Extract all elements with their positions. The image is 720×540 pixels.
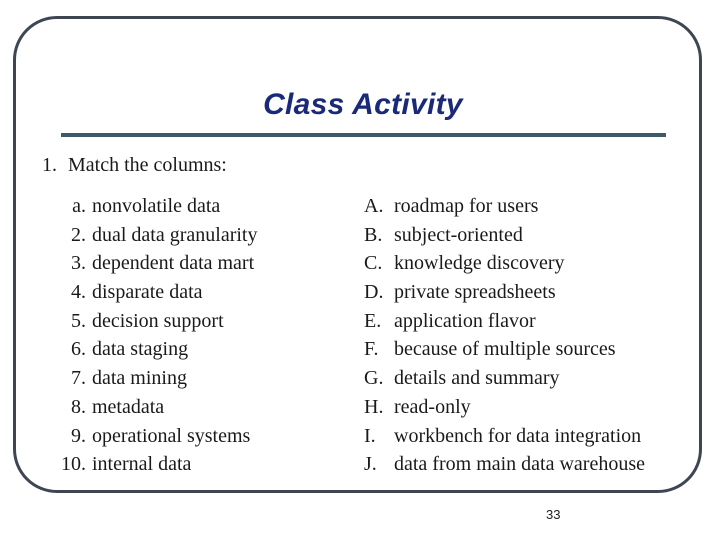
- right-item-text: knowledge discovery: [394, 252, 565, 275]
- right-item-label: I.: [364, 424, 376, 447]
- left-item-label: 7.: [71, 367, 86, 390]
- left-item-text: data mining: [92, 367, 187, 390]
- right-item-label: D.: [364, 281, 384, 304]
- left-column: [52, 192, 258, 479]
- left-item: [52, 422, 258, 451]
- question: [42, 151, 227, 179]
- left-item: [52, 278, 258, 307]
- left-item-text: internal data: [92, 453, 192, 476]
- left-item: [52, 450, 258, 479]
- right-item-label: E.: [364, 309, 382, 332]
- right-item-label: B.: [364, 223, 383, 246]
- question-text: Match the columns:: [68, 154, 227, 176]
- left-item-text: disparate data: [92, 281, 203, 304]
- right-item-text: subject-oriented: [394, 223, 523, 246]
- right-item-label: F.: [364, 338, 379, 361]
- right-item-label: A.: [364, 195, 384, 217]
- left-item: [52, 249, 258, 278]
- title-divider: [61, 133, 666, 137]
- left-item: [52, 393, 258, 422]
- left-item-label: 5.: [71, 309, 86, 332]
- question-number: 1.: [42, 154, 57, 176]
- left-item-label: 9.: [71, 424, 86, 447]
- right-item: [364, 393, 645, 422]
- left-item-label: a.: [72, 195, 86, 217]
- right-item-label: H.: [364, 395, 384, 418]
- left-item-text: dependent data mart: [92, 252, 255, 275]
- left-item-text: data staging: [92, 338, 189, 361]
- left-item-text: operational systems: [92, 424, 251, 447]
- right-item: [364, 192, 645, 221]
- right-item-label: J.: [364, 453, 377, 476]
- right-item-text: details and summary: [394, 367, 560, 390]
- right-item-label: C.: [364, 252, 383, 275]
- left-item-label: 6.: [71, 338, 86, 361]
- left-item-text: metadata: [92, 395, 165, 418]
- right-column: [364, 192, 645, 479]
- left-item-label: 2.: [71, 223, 86, 246]
- left-item: [52, 364, 258, 393]
- right-item-label: G.: [364, 367, 384, 390]
- left-item-text: dual data granularity: [92, 223, 258, 246]
- right-item-text: read-only: [394, 395, 471, 418]
- slide-title: Class Activity: [263, 88, 463, 121]
- right-item: [364, 249, 645, 278]
- right-item: [364, 450, 645, 479]
- left-item: [52, 307, 258, 336]
- right-item-text: roadmap for users: [394, 195, 539, 217]
- right-item: [364, 307, 645, 336]
- left-item: [52, 221, 258, 250]
- left-item: [52, 192, 258, 221]
- right-item: [364, 278, 645, 307]
- left-item-label: 3.: [71, 252, 86, 275]
- page-number: 33: [546, 507, 561, 522]
- left-item-label: 10.: [61, 453, 86, 476]
- left-item: [52, 335, 258, 364]
- right-item: [364, 364, 645, 393]
- left-item-text: decision support: [92, 309, 224, 332]
- left-item-label: 8.: [71, 395, 86, 418]
- right-item: [364, 335, 645, 364]
- right-item-text: data from main data warehouse: [394, 453, 646, 476]
- left-item-label: 4.: [71, 281, 86, 304]
- right-item-text: private spreadsheets: [394, 281, 556, 304]
- right-item: [364, 422, 645, 451]
- right-item: [364, 221, 645, 250]
- right-item-text: because of multiple sources: [394, 338, 616, 361]
- left-item-text: nonvolatile data: [92, 195, 221, 217]
- right-item-text: application flavor: [394, 309, 536, 332]
- right-item-text: workbench for data integration: [394, 424, 642, 447]
